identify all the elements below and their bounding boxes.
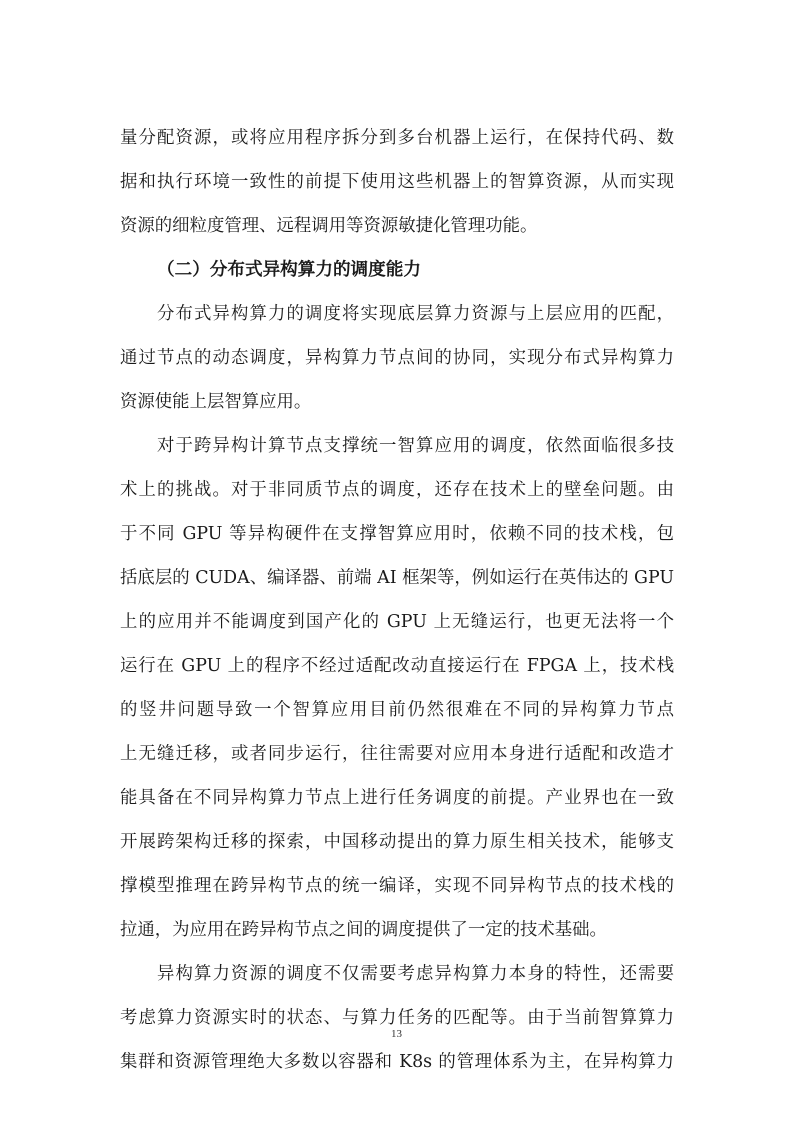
text-line: 的竖井问题导致一个智算应用目前仍然很难在不同的异构算力节点	[120, 700, 674, 720]
paragraph-2	[120, 292, 674, 424]
text-line: 运行在 GPU 上的程序不经过适配改动直接运行在 FPGA 上，技术栈	[120, 656, 674, 676]
text-line: 能具备在不同异构算力节点上进行任务调度的前提。产业界也在一致	[120, 788, 674, 808]
text-line: 据和执行环境一致性的前提下使用这些机器上的智算资源，从而实现	[120, 172, 674, 192]
text-line: 资源的细粒度管理、远程调用等资源敏捷化管理功能。	[120, 216, 538, 236]
text-line: 上无缝迁移，或者同步运行，往往需要对应用本身进行适配和改造才	[120, 744, 674, 764]
text-line: 拉通，为应用在跨异构节点之间的调度提供了一定的技术基础。	[120, 920, 607, 940]
text-line: 术上的挑战。对于非同质节点的调度，还存在技术上的壁垒问题。由	[120, 480, 674, 500]
paragraph-3	[120, 424, 674, 952]
text-line: 分布式异构算力的调度将实现底层算力资源与上层应用的匹配，	[157, 304, 674, 324]
text-line: 资源使能上层智算应用。	[120, 392, 312, 412]
text-line: 对于跨异构计算节点支撑统一智算应用的调度，依然面临很多技	[157, 436, 674, 456]
paragraph-4	[120, 952, 674, 1084]
text-line: 括底层的 CUDA、编译器、前端 AI 框架等，例如运行在英伟达的 GPU	[120, 568, 674, 588]
text-line: 于不同 GPU 等异构硬件在支撑智算应用时，依赖不同的技术栈，包	[120, 524, 674, 544]
text-line: 集群和资源管理绝大多数以容器和 K8s 的管理体系为主，在异构算力	[120, 1052, 674, 1072]
text-line: 开展跨架构迁移的探索，中国移动提出的算力原生相关技术，能够支	[120, 832, 674, 852]
page-number: 13	[391, 1028, 402, 1040]
text-line: 考虑算力资源实时的状态、与算力任务的匹配等。由于当前智算算力	[120, 1008, 674, 1028]
paragraph-1	[120, 116, 674, 248]
text-line: 撑模型推理在跨异构节点的统一编译，实现不同异构节点的技术栈的	[120, 876, 674, 896]
text-line: 通过节点的动态调度，异构算力节点间的协同，实现分布式异构算力	[120, 348, 674, 368]
text-line: 异构算力资源的调度不仅需要考虑异构算力本身的特性，还需要	[157, 964, 674, 984]
text-line: 量分配资源，或将应用程序拆分到多台机器上运行，在保持代码、数	[120, 128, 674, 148]
body-text	[120, 116, 674, 1084]
text-line: 上的应用并不能调度到国产化的 GPU 上无缝运行，也更无法将一个	[120, 612, 674, 632]
section-heading: （二）分布式异构算力的调度能力	[157, 260, 421, 280]
